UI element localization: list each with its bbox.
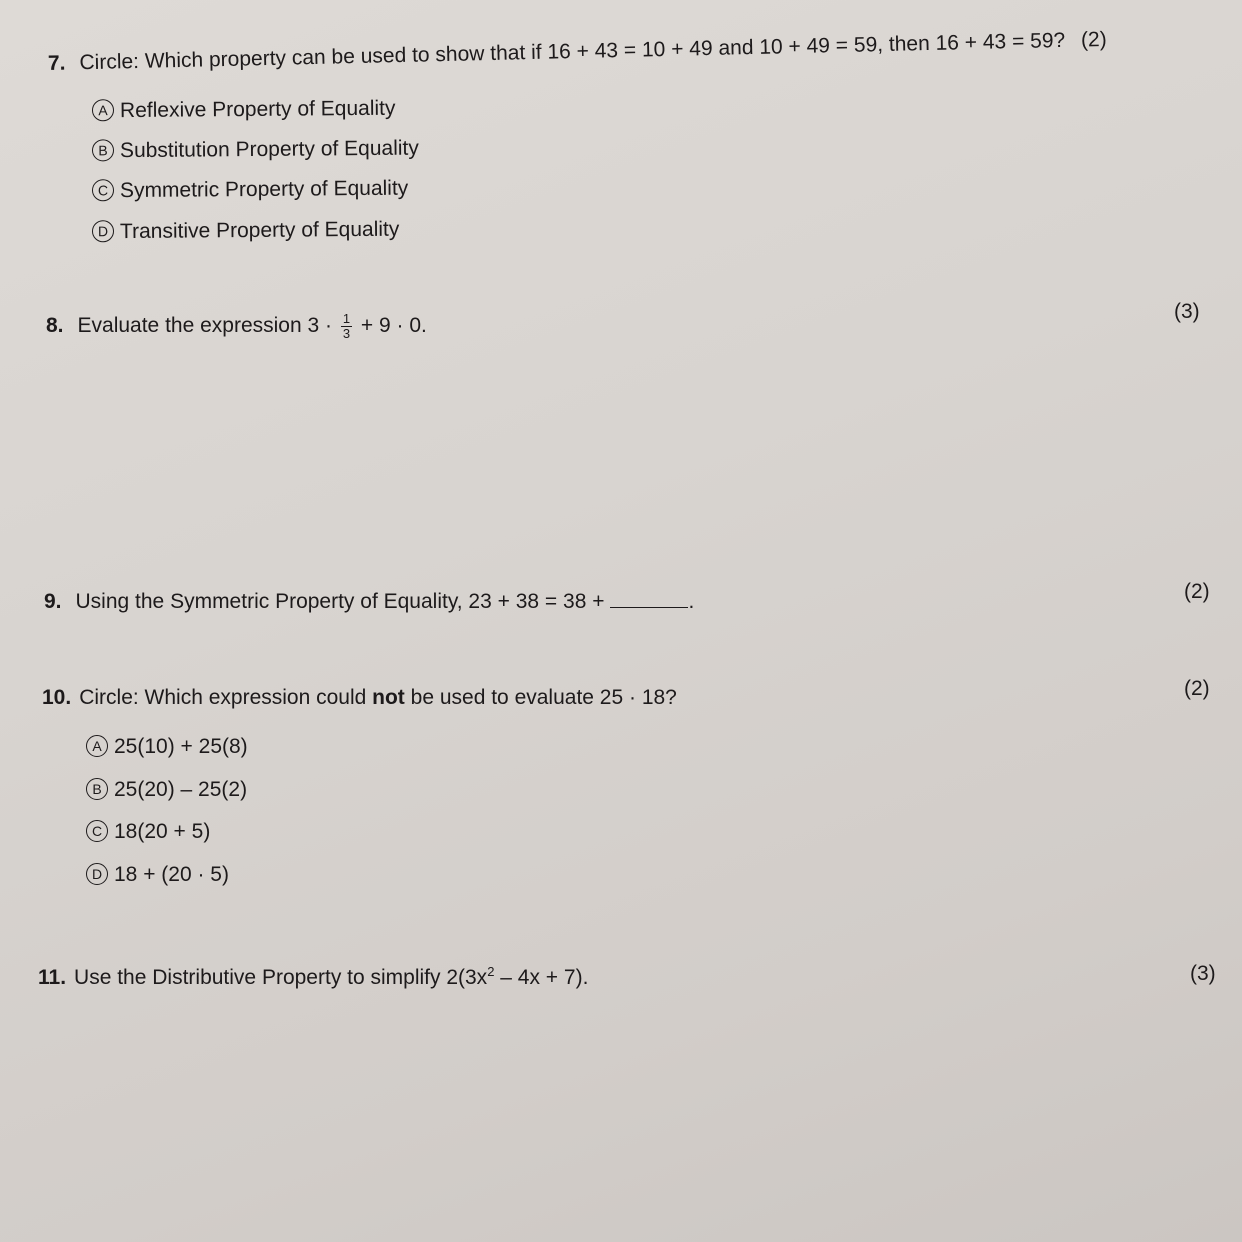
choice-text: 25(20) – 25(2): [114, 778, 248, 801]
question-text-end: – 4x + 7).: [500, 966, 589, 989]
choice-letter: D: [86, 863, 108, 885]
question-11: [38, 964, 588, 990]
question-text: Circle: Which expression could: [79, 686, 367, 709]
question-10: [42, 686, 677, 710]
choice-letter: B: [92, 139, 114, 161]
question-text: Circle: Which property can be used to show that if 16 + 43 = 10 + 49 and 10 + 49 = 59, then 16 + 43 = 59?: [79, 28, 1066, 75]
fraction-numerator: 1: [342, 311, 351, 326]
choice-a[interactable]: [92, 97, 396, 124]
choice-c[interactable]: [86, 820, 210, 844]
question-number: 7.: [47, 51, 66, 75]
choice-letter: A: [86, 735, 108, 757]
question-text-end: .: [688, 590, 695, 613]
choice-letter: D: [92, 220, 114, 242]
question-text: Using the Symmetric Property of Equality, 23 + 38 = 38 +: [75, 590, 605, 613]
exponent: 2: [487, 964, 495, 979]
fraction: [341, 312, 352, 341]
choice-text: Transitive Property of Equality: [119, 217, 400, 244]
emphasis-not: not: [372, 686, 405, 709]
question-number: 8.: [46, 314, 64, 338]
question-text-end: be used to evaluate 25 · 18?: [410, 686, 677, 709]
choice-letter: C: [86, 820, 108, 842]
choice-text: Substitution Property of Equality: [119, 136, 419, 163]
points-label: (3): [1190, 962, 1216, 985]
choice-b[interactable]: [86, 778, 247, 802]
fraction-denominator: 3: [342, 326, 351, 341]
choice-letter: C: [92, 179, 114, 201]
question-text-end: + 9 · 0.: [360, 314, 427, 338]
points-label: (2): [1184, 580, 1210, 603]
question-9: [44, 590, 694, 614]
question-number: 11.: [38, 966, 67, 989]
question-text: Use the Distributive Property to simplify 2(3x: [74, 966, 488, 989]
choice-letter: A: [92, 99, 114, 121]
choice-text: 18(20 + 5): [114, 820, 211, 843]
question-number: 10.: [42, 686, 72, 709]
question-7: [48, 28, 1107, 76]
choice-text: Symmetric Property of Equality: [119, 176, 409, 203]
choice-c[interactable]: [92, 177, 408, 204]
points-label: (2): [1080, 27, 1107, 52]
choice-d[interactable]: [92, 218, 400, 245]
question-8: [46, 312, 427, 341]
points-label: (3): [1174, 300, 1200, 323]
choice-a[interactable]: [86, 735, 248, 759]
answer-blank[interactable]: [610, 607, 688, 608]
choice-b[interactable]: [92, 137, 419, 164]
question-text: Evaluate the expression 3 ·: [77, 314, 332, 338]
choice-text: 25(10) + 25(8): [114, 735, 248, 758]
choice-text: 18 + (20 · 5): [114, 863, 229, 886]
choice-d[interactable]: [86, 863, 229, 887]
choice-text: Reflexive Property of Equality: [119, 96, 396, 123]
choice-letter: B: [86, 778, 108, 800]
points-label: (2): [1184, 677, 1210, 700]
question-number: 9.: [44, 590, 62, 613]
